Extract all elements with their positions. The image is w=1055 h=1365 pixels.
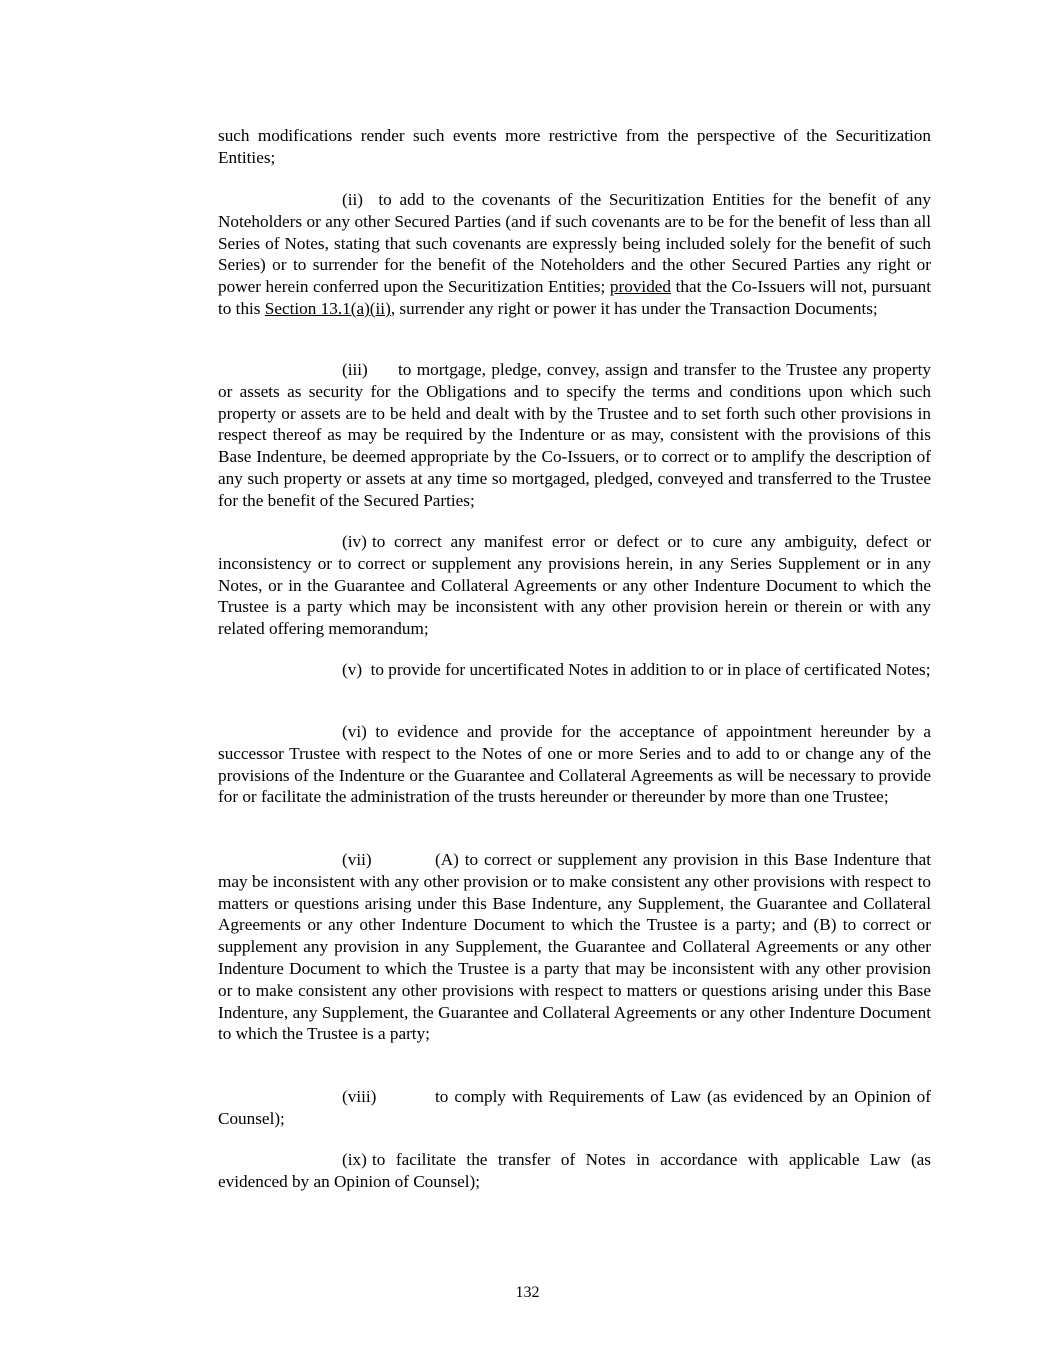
paragraph-text: to correct any manifest error or defect or to cure any ambiguity, defect or inconsistency or to correct or supplement any provisions herein, in any Series Supplement or in any Notes, or in the Guarantee and Collateral Agreements or any other Indenture Document to which the Trustee is a party which may be inconsistent with any other provision herein or therein or with any related offering memorandum;: [218, 532, 931, 639]
provided-term: provided: [609, 277, 672, 297]
item-label: (iv): [342, 532, 367, 551]
paragraph-item-ii: [218, 189, 931, 320]
item-label: (vii): [342, 850, 372, 869]
paragraph-text: to evidence and provide for the acceptance of appointment hereunder by a successor Trustee with respect to the Notes of one or more Series and to add to or change any of the provisions of the Indenture or the Guarantee and Collateral Agreements as will be necessary to provide for or facilitate the administration of the trusts hereunder or thereunder by more than one Trustee;: [218, 722, 931, 807]
paragraph-item-iv: [218, 531, 931, 640]
item-label: (iii): [342, 360, 368, 379]
paragraph-item-vii: [218, 849, 931, 1045]
paragraph-text: to add to the covenants of the Securitization Entities for the benefit of any Noteholders or any other Secured Parties (and if such covenants are to be for the benefit of less than all Series of Notes, stating that such covenants are expressly being included solely for the benefit of such Series) or to surrender for the benefit of the Noteholders and the other Secured Parties any right or power herein conferred upon the Securitization Entities;: [218, 190, 931, 297]
paragraph-text: to mortgage, pledge, convey, assign and transfer to the Trustee any property or assets as security for the Obligations and to specify the terms and conditions upon which such property or assets are to be held and dealt with by the Trustee and to set forth such other provisions in respect thereof as may be required by the Indenture or as may, consistent with the provisions of this Base Indenture, be deemed appropriate by the Co-Issuers, or to correct or to amplify the description of any such property or assets at any time so mortgaged, pledged, conveyed and transferred to the Trustee for the benefit of the Secured Parties;: [218, 360, 931, 510]
item-label: (ii): [342, 190, 363, 209]
section-reference: Section 13.1(a)(ii): [264, 298, 391, 318]
paragraph-text: , surrender any right or power it has under the Transaction Documents;: [390, 298, 878, 318]
item-label: (viii): [342, 1087, 377, 1106]
paragraph-item-viii: [218, 1086, 931, 1130]
paragraph-text: (A) to correct or supplement any provision in this Base Indenture that may be inconsistent with any other provision or to make consistent any other provisions with respect to matters or questions arising under this Base Indenture, any Supplement, the Guarantee and Collateral Agreements or any other Indenture Document to which the Trustee is a party; and (B) to correct or supplement any provision in any Supplement, the Guarantee and Collateral Agreements or any other Indenture Document to which the Trustee is a party that may be inconsistent with any other provision or to make consistent any other provisions with respect to matters or questions arising under this Base Indenture, any Supplement, the Guarantee and Collateral Agreements or any other Indenture Document to which the Trustee is a party;: [218, 850, 931, 1044]
paragraph-continuation: [218, 125, 931, 169]
paragraph-item-ix: [218, 1149, 931, 1193]
paragraph-text: such modifications render such events more restrictive from the perspective of the Securitization Entities;: [218, 126, 931, 167]
item-label: (ix): [342, 1150, 367, 1169]
paragraph-text: to provide for uncertificated Notes in addition to or in place of certificated Notes;: [370, 660, 931, 679]
paragraph-item-iii: [218, 359, 931, 512]
paragraph-text: that the Co-Issuers will not, pursuant to this: [218, 277, 931, 318]
paragraph-text: to facilitate the transfer of Notes in accordance with applicable Law (as evidenced by an Opinion of Counsel);: [218, 1150, 931, 1191]
item-label: (v): [342, 660, 363, 679]
paragraph-item-vi: [218, 721, 931, 808]
item-label: (vi): [342, 722, 367, 741]
paragraph-item-v: [218, 659, 931, 681]
page-number: 132: [515, 1284, 540, 1301]
paragraph-text: to comply with Requirements of Law (as evidenced by an Opinion of Counsel);: [218, 1087, 931, 1128]
